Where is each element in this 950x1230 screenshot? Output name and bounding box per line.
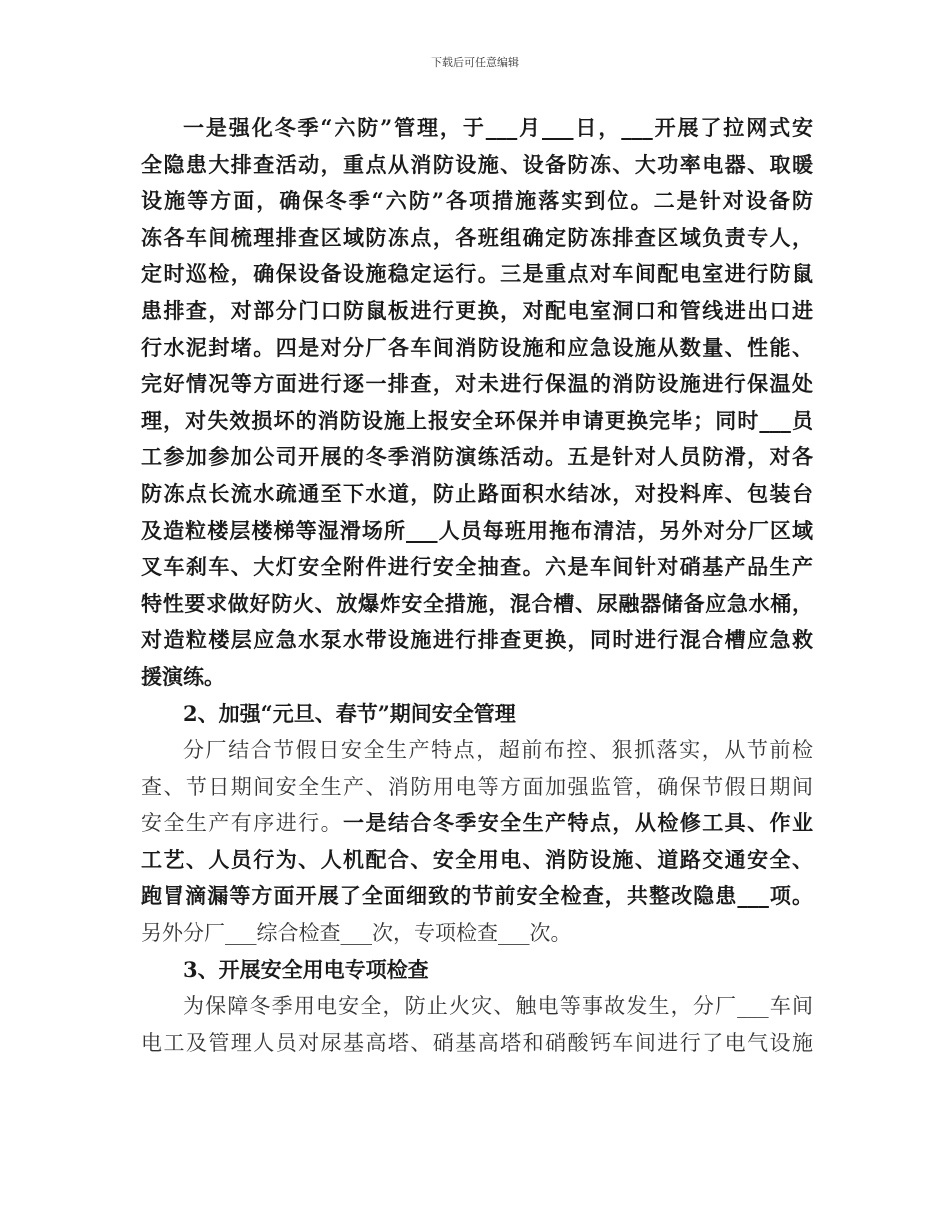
text-line: 援演练。 xyxy=(141,663,225,689)
text-line: 特性要求做好防火、放爆炸安全措施，混合槽、尿融器储备应急水桶， xyxy=(141,590,813,616)
text-line: 定时巡检，确保设备设施稳定运行。三是重点对车间配电室进行防鼠 xyxy=(141,261,813,287)
text-line: 设施等方面，确保冬季“六防”各项措施落实到位。二是针对设备防 xyxy=(141,188,813,214)
text-segment-bold: 一是结合冬季安全生产特点，从检修工具、作业 xyxy=(343,810,814,836)
text-line: 为保障冬季用电安全，防止火灾、触电等事故发生，分厂___车间 xyxy=(183,994,813,1019)
text-line: 一是强化冬季“六防”管理，于___月___日，___开展了拉网式安 xyxy=(183,115,813,140)
text-line: 跑冒滴漏等方面开展了全面细致的节前安全检查，共整改隐患___项。 xyxy=(141,883,813,909)
text-line xyxy=(141,805,813,842)
text-line: 另外分厂___综合检查___次，专项检查___次。 xyxy=(141,921,572,946)
document-body xyxy=(141,110,813,1061)
text-line: 工参加参加公司开展的冬季消防演练活动。五是针对人员防滑，对各 xyxy=(141,444,813,470)
header-note: 下载后可任意编辑 xyxy=(431,56,519,69)
text-segment-regular: 安全生产有序进行。 xyxy=(141,811,344,836)
text-line: 完好情况等方面进行逐一排查，对未进行保温的消防设施进行保温处 xyxy=(141,371,813,397)
text-line: 理，对失效损坏的消防设施上报安全环保并申请更换完毕；同时___员 xyxy=(141,407,813,433)
text-line: 防冻点长流水疏通至下水道，防止路面积水结冰，对投料库、包装台 xyxy=(141,480,813,506)
text-line: 电工及管理人员对尿基高塔、硝基高塔和硝酸钙车间进行了电气设施 xyxy=(141,1030,813,1055)
text-line: 及造粒楼层楼梯等湿滑场所___人员每班用拖布清洁，另外对分厂区域 xyxy=(141,517,813,543)
text-line: 工艺、人员行为、人机配合、安全用电、消防设施、道路交通安全、 xyxy=(141,846,813,872)
text-line: 分厂结合节假日安全生产特点，超前布控、狠抓落实，从节前检 xyxy=(183,738,813,763)
text-line: 患排查，对部分门口防鼠板进行更换，对配电室洞口和管线进出口进 xyxy=(141,297,813,323)
text-line: 3、开展安全用电专项检查 xyxy=(183,956,429,982)
text-line: 对造粒楼层应急水泵水带设施进行排查更换，同时进行混合槽应急救 xyxy=(141,627,813,653)
text-line: 叉车刹车、大灯安全附件进行安全抽查。六是车间针对硝基产品生产 xyxy=(141,554,813,580)
text-line: 行水泥封堵。四是对分厂各车间消防设施和应急设施从数量、性能、 xyxy=(141,334,813,360)
text-line: 冻各车间梳理排查区域防冻点，各班组确定防冻排查区域负责专人， xyxy=(141,224,813,250)
text-line: 2、加强“元旦、春节”期间安全管理 xyxy=(183,700,516,726)
text-line: 查、节日期间安全生产、消防用电等方面加强监管，确保节假日期间 xyxy=(141,774,813,799)
text-line: 全隐患大排查活动，重点从消防设施、设备防冻、大功率电器、取暖 xyxy=(141,151,813,177)
